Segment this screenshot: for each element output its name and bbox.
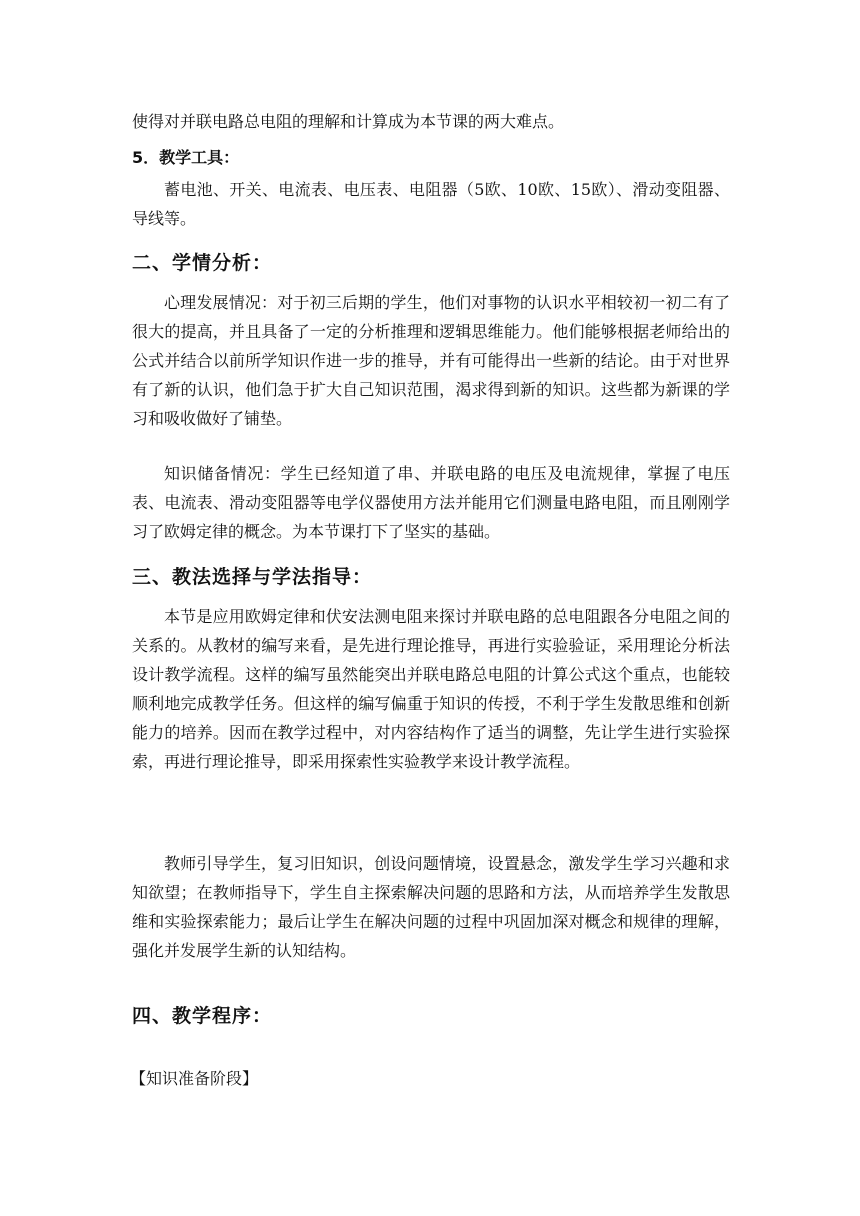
section-heading-student-analysis: 二、学情分析： (132, 252, 273, 274)
paragraph-learning-guidance: 教师引导学生，复习旧知识，创设问题情境，设置悬念，激发学生学习兴趣和求知欲望；在教师指导下，学生自主探索解决问题的思路和方法，从而培养学生发散思维和实验探索能力；最后让学生在解决问题的过程中巩固加深对概念和规律的理解，强化并发展学生新的认知结构。 (132, 854, 730, 960)
section-heading-teaching-procedure: 四、教学程序： (132, 1005, 273, 1027)
teaching-tools-heading: 5．教学工具： (132, 148, 240, 167)
paragraph-knowledge-reserve: 知识储备情况：学生已经知道了串、并联电路的电压及电流规律，掌握了电压表、电流表、滑动变阻器等电学仪器使用方法并能用它们测量电路电阻，而且刚刚学习了欧姆定律的概念。为本节课打下了坚实的基础。 (132, 464, 730, 541)
teaching-tools-paragraph: 蓄电池、开关、电流表、电压表、电阻器（5欧、10欧、15欧）、滑动变阻器、导线等。 (132, 180, 730, 228)
paragraph-psychological-development: 心理发展情况：对于初三后期的学生，他们对事物的认识水平相较初一初二有了很大的提高，并且具备了一定的分析推理和逻辑思维能力。他们能够根据老师给出的公式并结合以前所学知识作进一步的推导，并有可能得出一些新的结论。由于对世界有了新的认识，他们急于扩大自己知识范围，渴求得到新的知识。这些都为新课的学习和吸收做好了铺垫。 (132, 293, 730, 428)
continuation-paragraph: 使得对并联电路总电阻的理解和计算成为本节课的两大难点。 (132, 112, 565, 131)
paragraph-teaching-method: 本节是应用欧姆定律和伏安法测电阻来探讨并联电路的总电阻跟各分电阻之间的关系的。从教材的编写来看，是先进行理论推导，再进行实验验证，采用理论分析法设计教学流程。这样的编写虽然能突出并联电路总电阻的计算公式这个重点，也能较顺利地完成教学任务。但这样的编写偏重于知识的传授，不利于学生发散思维和创新能力的培养。因而在教学过程中，对内容结构作了适当的调整，先让学生进行实验探索，再进行理论推导，即采用探索性实验教学来设计教学流程。 (132, 607, 730, 771)
stage-label: 【知识准备阶段】 (130, 1069, 259, 1088)
section-heading-teaching-methods: 三、教法选择与学法指导： (132, 566, 373, 588)
